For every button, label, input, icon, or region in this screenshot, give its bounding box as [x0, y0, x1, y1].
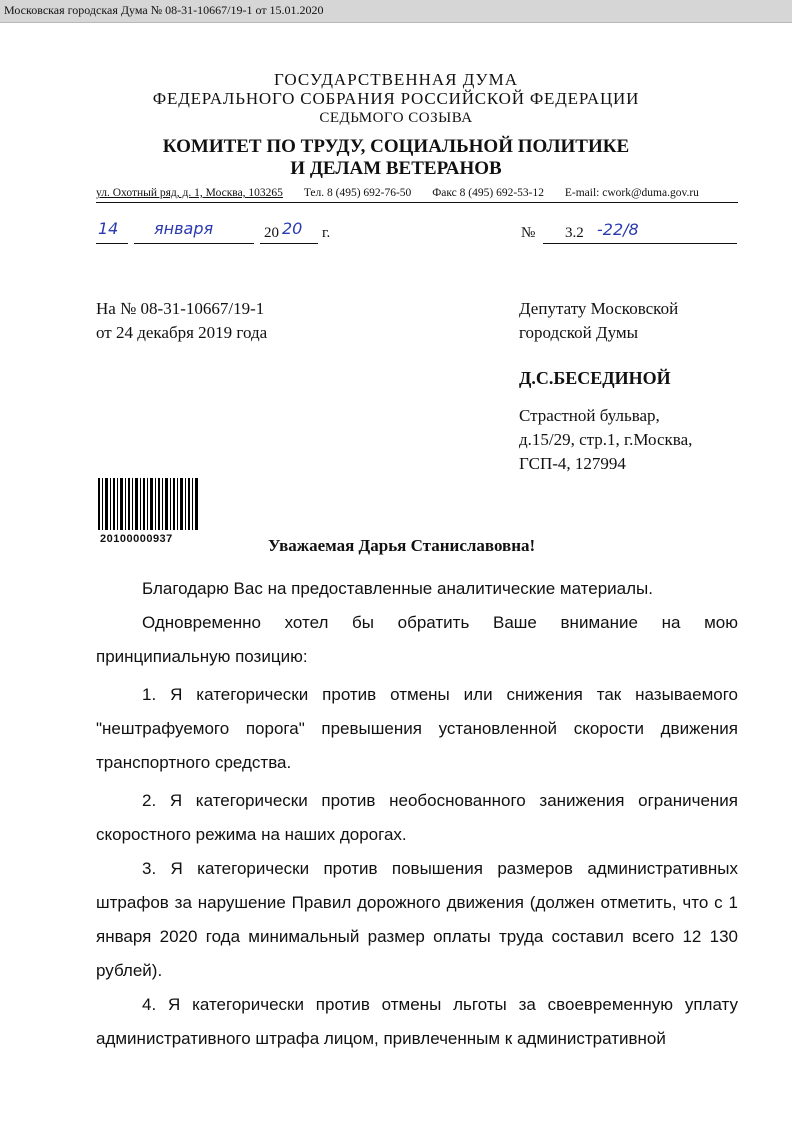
number-handwritten: -22/8	[597, 220, 639, 239]
body-paragraph-6: 4. Я категорически против отмены льготы за своевременную уплату административного штрафа лицом, привлеченным к административной	[96, 995, 738, 1048]
recipient-line2: городской Думы	[519, 323, 639, 342]
date-year-field	[260, 219, 318, 244]
body-paragraph-5: 3. Я категорически против повышения размеров административных штрафов за нарушение Правил дорожного движения (должен отметить, что с 1 января 2020 года минимальный размер оплаты труда составил всего 12 130 рублей).	[96, 859, 738, 980]
barcode	[96, 478, 200, 545]
header-bar-text: Московская городская Дума № 08-31-10667/19-1 от 15.01.2020	[4, 3, 324, 17]
phone-text: Тел. 8 (495) 692-76-50	[303, 187, 412, 199]
committee-name-line1: КОМИТЕТ ПО ТРУДУ, СОЦИАЛЬНОЙ ПОЛИТИКЕ	[162, 136, 630, 157]
body-paragraph-2: Одновременно хотел бы обратить Ваше внимание на мою принципиальную позицию:	[96, 613, 738, 666]
address-text: ул. Охотный ряд, д. 1, Москва, 103265	[96, 187, 283, 199]
email-text: E-mail: cwork@duma.gov.ru	[564, 187, 699, 199]
document-header-bar	[0, 0, 792, 23]
date-month-handwritten: января	[154, 219, 214, 238]
reference-block	[96, 297, 267, 345]
reference-line2: от 24 декабря 2019 года	[96, 323, 268, 342]
date-year-handwritten: 20	[282, 219, 303, 238]
number-printed: 3.2	[565, 225, 584, 241]
date-day-field	[96, 219, 128, 244]
number-label: №	[521, 225, 536, 241]
letter-date	[96, 219, 366, 245]
fax-text: Факс 8 (495) 692-53-12	[432, 187, 544, 199]
body-paragraph-3: 1. Я категорически против отмены или снижения так называемого "нештрафуемого порога" превышения установленной скорости движения транспортного средства.	[96, 685, 738, 772]
recipient-address-line2: д.15/29, стр.1, г.Москва,	[519, 430, 693, 449]
date-year-prefix: 20	[264, 225, 279, 241]
date-month-field	[134, 219, 254, 244]
org-name-line2: ФЕДЕРАЛЬНОГО СОБРАНИЯ РОССИЙСКОЙ ФЕДЕРАЦИИ	[152, 89, 640, 108]
contact-line	[96, 187, 738, 203]
recipient-address-line1: Страстной бульвар,	[519, 406, 660, 425]
letter-number	[521, 220, 737, 245]
recipient-name: Д.С.БЕСЕДИНОЙ	[519, 368, 671, 388]
date-day-handwritten: 14	[98, 219, 119, 238]
date-suffix: г.	[322, 225, 331, 241]
barcode-number: 20100000937	[100, 533, 173, 545]
body-paragraph-4: 2. Я категорически против необоснованного занижения ограничения скоростного режима на наших дорогах.	[96, 791, 738, 844]
committee-name-line2: И ДЕЛАМ ВЕТЕРАНОВ	[290, 158, 502, 179]
recipient-line1: Депутату Московской	[519, 299, 679, 318]
recipient-address	[519, 404, 692, 476]
reference-line1: На № 08-31-10667/19-1	[96, 299, 265, 318]
body-paragraph-1: Благодарю Вас на предоставленные аналитические материалы.	[142, 579, 653, 598]
org-name-line3: СЕДЬМОГО СОЗЫВА	[319, 110, 473, 126]
recipient-address-line3: ГСП-4, 127994	[519, 454, 626, 473]
barcode-bars	[98, 478, 198, 530]
org-name-line1: ГОСУДАРСТВЕННАЯ ДУМА	[274, 70, 518, 89]
recipient-title	[519, 297, 678, 345]
salutation: Уважаемая Дарья Станиславовна!	[268, 536, 536, 555]
